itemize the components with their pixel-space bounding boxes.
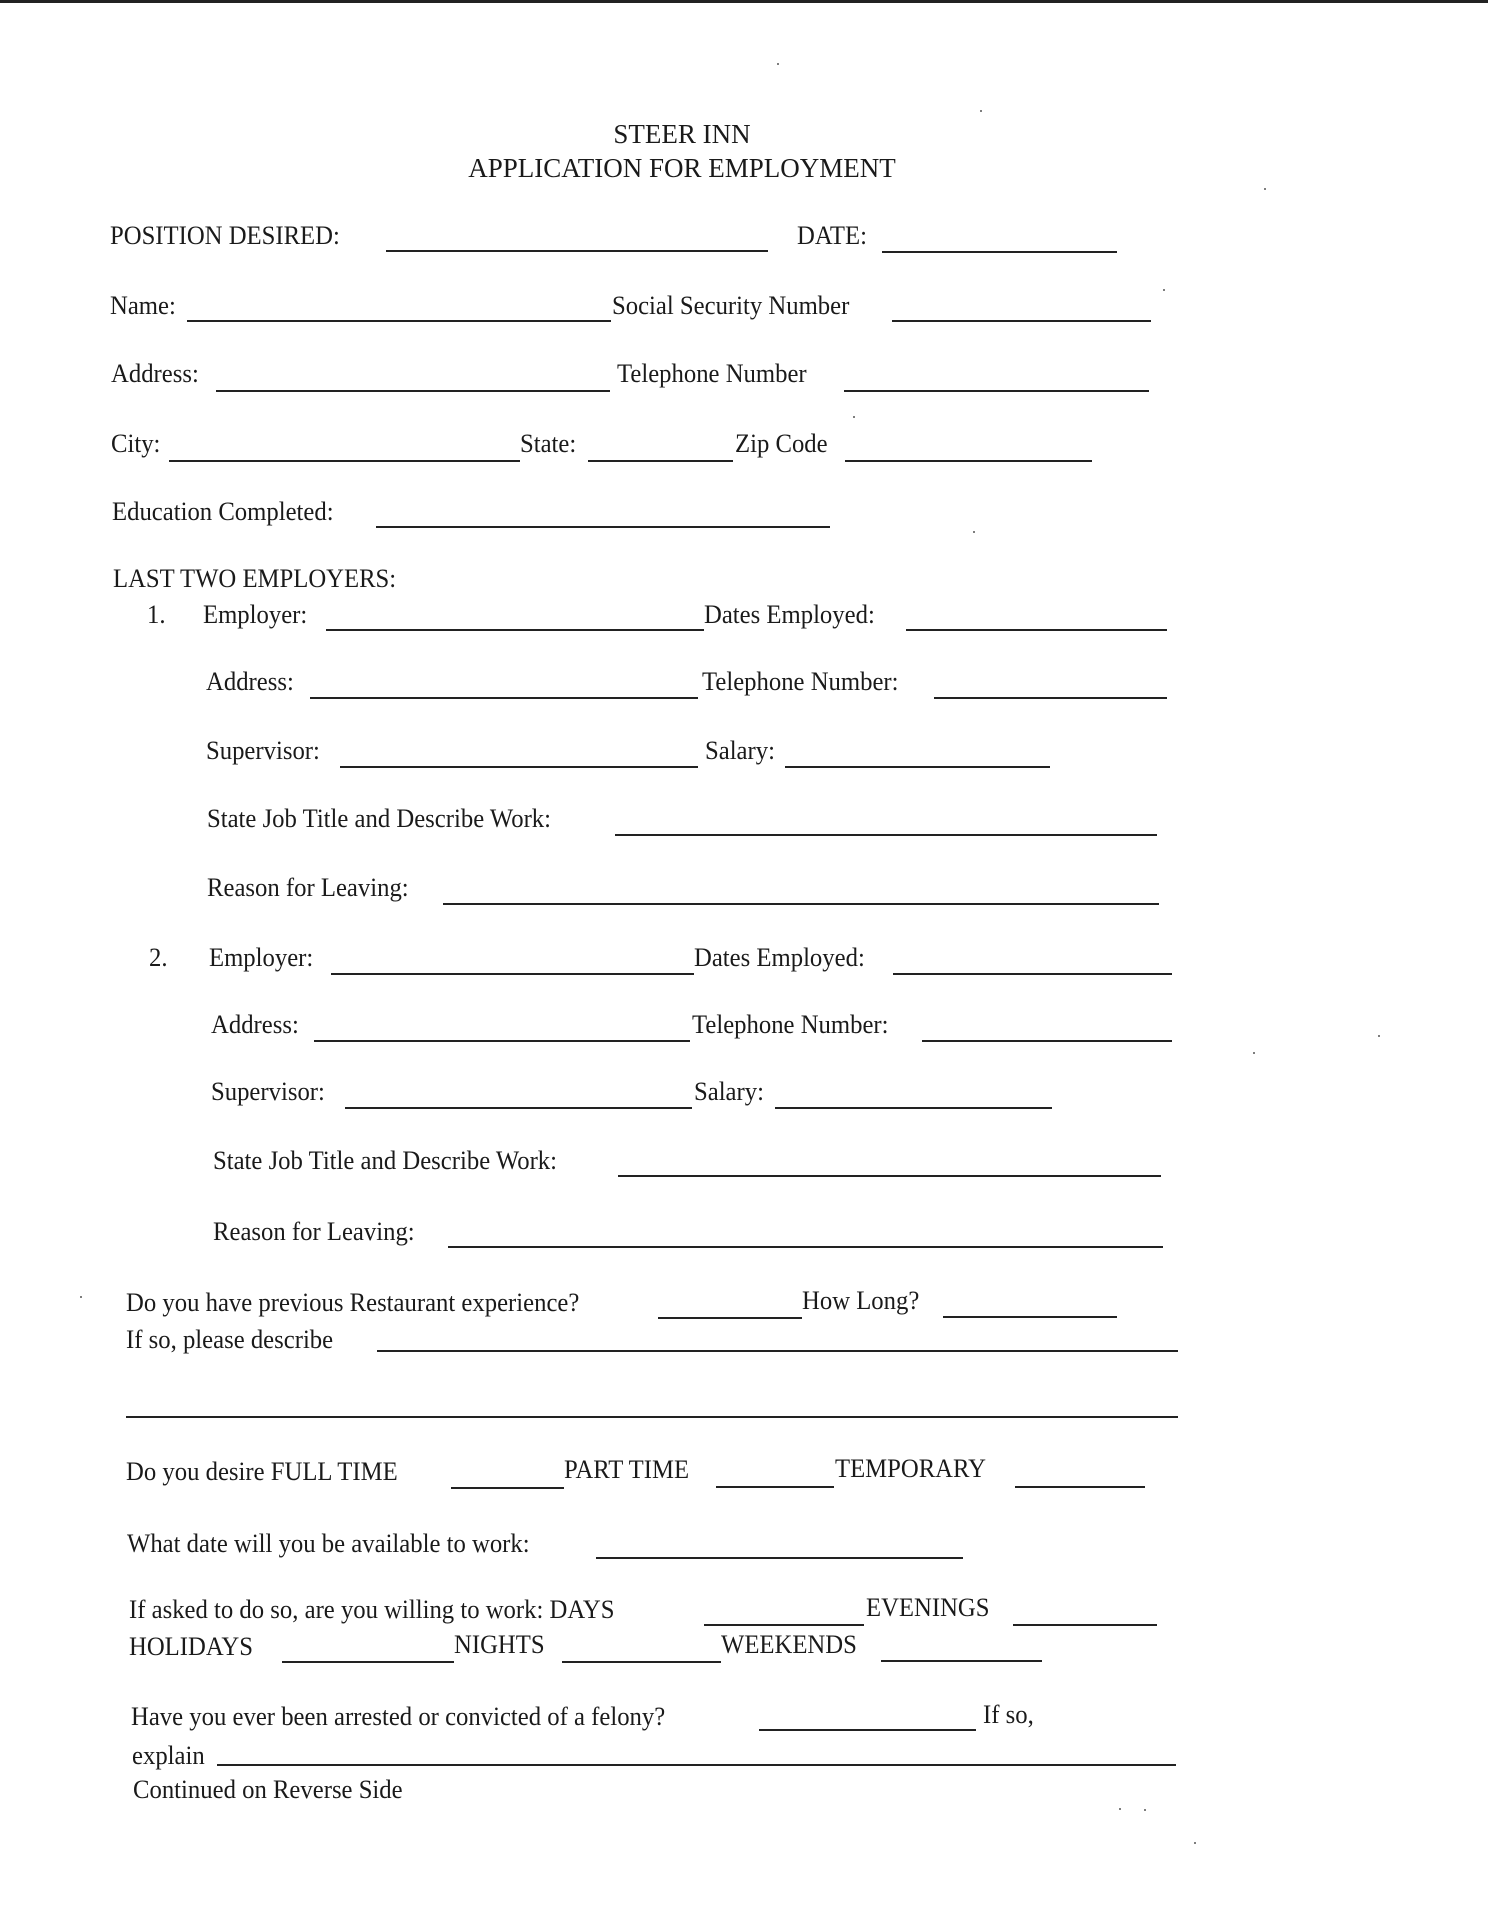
scan-speck: [777, 63, 779, 65]
employer-1-job-title-label: State Job Title and Describe Work:: [207, 804, 552, 833]
employer-2-supervisor-label: Supervisor:: [211, 1077, 325, 1106]
position-desired-field[interactable]: [386, 250, 768, 252]
temporary-field[interactable]: [1015, 1486, 1145, 1488]
full-time-field[interactable]: [451, 1487, 564, 1489]
employer-1-telephone-field[interactable]: [934, 697, 1167, 699]
available-date-field[interactable]: [596, 1557, 963, 1559]
explain-field[interactable]: [217, 1764, 1176, 1766]
employer-1-salary-label: Salary:: [705, 736, 775, 765]
date-field[interactable]: [882, 251, 1117, 253]
telephone-field[interactable]: [844, 390, 1149, 392]
zip-label: Zip Code: [735, 429, 828, 458]
employer-2-telephone-label: Telephone Number:: [692, 1010, 889, 1039]
education-label: Education Completed:: [112, 497, 334, 526]
name-field[interactable]: [187, 320, 611, 322]
part-time-field[interactable]: [716, 1486, 834, 1488]
ssn-field[interactable]: [892, 320, 1151, 322]
holidays-label: HOLIDAYS: [129, 1632, 253, 1661]
evenings-label: EVENINGS: [866, 1593, 990, 1622]
nights-field[interactable]: [562, 1661, 721, 1663]
address-label: Address:: [111, 359, 199, 388]
employer-1-address-field[interactable]: [310, 697, 698, 699]
employer-1-supervisor-field[interactable]: [340, 766, 698, 768]
scan-speck: [1253, 1052, 1255, 1054]
available-date-label: What date will you be available to work:: [127, 1529, 530, 1558]
state-label: State:: [520, 429, 577, 458]
if-so-label: If so,: [983, 1700, 1034, 1729]
employer-2-address-label: Address:: [211, 1010, 299, 1039]
scan-speck: [1194, 1842, 1196, 1844]
employer-1-reason-field[interactable]: [443, 903, 1159, 905]
employer-1-number: 1.: [147, 600, 166, 629]
willing-days-label: If asked to do so, are you willing to work: DAYS: [129, 1595, 615, 1624]
weekends-field[interactable]: [881, 1660, 1042, 1662]
employer-1-telephone-label: Telephone Number:: [702, 667, 899, 696]
how-long-field[interactable]: [943, 1316, 1117, 1318]
company-name: STEER INN: [613, 119, 751, 149]
scan-speck: [980, 110, 982, 112]
nights-label: NIGHTS: [454, 1630, 545, 1659]
employer-2-salary-label: Salary:: [694, 1077, 764, 1106]
scan-speck: [1264, 188, 1266, 190]
name-label: Name:: [110, 291, 176, 320]
employer-2-address-field[interactable]: [314, 1040, 690, 1042]
part-time-label: PART TIME: [564, 1455, 690, 1484]
describe-label: If so, please describe: [126, 1325, 334, 1354]
employer-2-telephone-field[interactable]: [922, 1040, 1172, 1042]
employer-2-salary-field[interactable]: [775, 1107, 1052, 1109]
state-field[interactable]: [588, 460, 733, 462]
how-long-label: How Long?: [802, 1286, 920, 1315]
position-desired-label: POSITION DESIRED:: [110, 221, 340, 250]
describe-field[interactable]: [377, 1350, 1178, 1352]
temporary-label: TEMPORARY: [835, 1454, 986, 1483]
employer-2-dates-label: Dates Employed:: [694, 943, 865, 972]
city-field[interactable]: [169, 460, 520, 462]
employer-1-name-field[interactable]: [326, 629, 704, 631]
employer-1-reason-label: Reason for Leaving:: [207, 873, 409, 902]
ssn-label: Social Security Number: [612, 291, 850, 320]
scan-edge: [0, 0, 1488, 3]
city-label: City:: [111, 429, 161, 458]
employer-2-reason-field[interactable]: [448, 1246, 1163, 1248]
employer-1-dates-label: Dates Employed:: [704, 600, 875, 629]
employer-2-supervisor-field[interactable]: [345, 1107, 692, 1109]
telephone-label: Telephone Number: [617, 359, 807, 388]
employer-1-address-label: Address:: [206, 667, 294, 696]
employer-1-dates-field[interactable]: [906, 629, 1167, 631]
employer-1-job-title-field[interactable]: [615, 834, 1157, 836]
employer-2-job-title-field[interactable]: [618, 1175, 1161, 1177]
date-label: DATE:: [797, 221, 867, 250]
holidays-field[interactable]: [282, 1661, 454, 1663]
employers-heading: LAST TWO EMPLOYERS:: [113, 564, 397, 593]
employer-2-name-label: Employer:: [209, 943, 314, 972]
restaurant-experience-label: Do you have previous Restaurant experience?: [126, 1288, 580, 1317]
felony-label: Have you ever been arrested or convicted of a felony?: [131, 1702, 666, 1731]
employer-1-supervisor-label: Supervisor:: [206, 736, 320, 765]
scan-speck: [973, 531, 975, 533]
restaurant-experience-field[interactable]: [658, 1317, 802, 1319]
employer-1-salary-field[interactable]: [785, 766, 1050, 768]
felony-field[interactable]: [759, 1729, 976, 1731]
employer-2-name-field[interactable]: [331, 973, 694, 975]
full-time-label: Do you desire FULL TIME: [126, 1457, 398, 1486]
weekends-label: WEEKENDS: [721, 1630, 857, 1659]
employer-2-dates-field[interactable]: [893, 973, 1172, 975]
scan-speck: [80, 1296, 82, 1298]
employer-1-name-label: Employer:: [203, 600, 308, 629]
scan-speck: [853, 416, 855, 418]
employer-2-number: 2.: [149, 943, 168, 972]
days-field[interactable]: [704, 1624, 864, 1626]
scan-speck: [1119, 1808, 1121, 1810]
education-field[interactable]: [376, 526, 830, 528]
scan-speck: [1144, 1809, 1146, 1811]
evenings-field[interactable]: [1013, 1624, 1157, 1626]
zip-field[interactable]: [845, 460, 1092, 462]
employer-2-reason-label: Reason for Leaving:: [213, 1217, 415, 1246]
employer-2-job-title-label: State Job Title and Describe Work:: [213, 1146, 558, 1175]
describe-field-line-2[interactable]: [126, 1416, 1178, 1418]
scan-speck: [1163, 289, 1165, 291]
scan-speck: [1378, 1035, 1380, 1037]
continued-note: Continued on Reverse Side: [133, 1775, 403, 1804]
form-title: APPLICATION FOR EMPLOYMENT: [468, 153, 896, 183]
address-field[interactable]: [216, 390, 610, 392]
explain-label: explain: [132, 1741, 205, 1770]
